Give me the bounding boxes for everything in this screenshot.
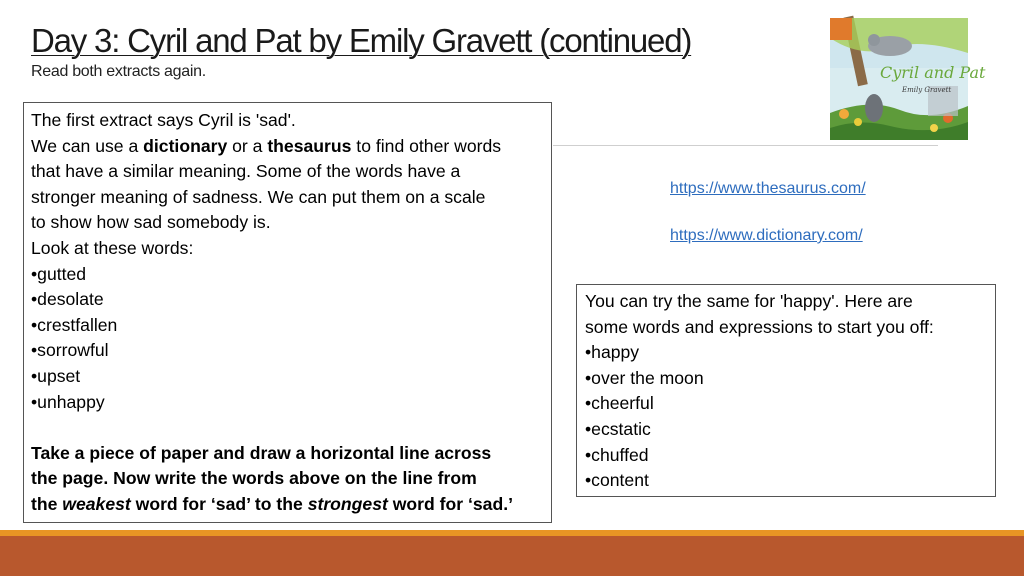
- thesaurus-link[interactable]: https://www.thesaurus.com/: [670, 180, 866, 197]
- task-instruction: Take a piece of paper and draw a horizontal line across: [31, 442, 492, 463]
- list-item: •gutted: [31, 263, 87, 284]
- explanation-line: stronger meaning of sadness. We can put them on a scale: [31, 186, 486, 207]
- divider-line: [553, 145, 938, 146]
- explanation-line: to show how sad somebody is.: [31, 212, 271, 233]
- dictionary-thesaurus-line: We can use a dictionary or a thesaurus to find other words: [31, 135, 502, 156]
- explanation-line: that have a similar meaning. Some of the words have a: [31, 161, 461, 182]
- list-item: •desolate: [31, 289, 104, 310]
- list-item: •unhappy: [31, 391, 105, 412]
- happy-words-panel: [576, 284, 996, 497]
- list-item: •chuffed: [585, 444, 649, 465]
- dictionary-link[interactable]: https://www.dictionary.com/: [670, 227, 863, 244]
- footer-band: [0, 536, 1024, 576]
- dictionary-word: dictionary: [143, 135, 228, 156]
- list-item: •content: [585, 470, 649, 491]
- task-instruction: the page. Now write the words above on the line from: [31, 468, 477, 489]
- page-subtitle: Read both extracts again.: [31, 63, 206, 80]
- cover-author-text: Emily Gravett: [902, 86, 952, 94]
- look-at-words-line: Look at these words:: [31, 237, 194, 258]
- intro-line: some words and expressions to start you off:: [585, 316, 934, 337]
- book-cover-image: [830, 18, 986, 140]
- task-instruction: the weakest word for ‘sad’ to the strongest word for ‘sad.’: [31, 493, 513, 514]
- spacer: [31, 415, 544, 441]
- intro-line: You can try the same for 'happy'. Here are: [585, 291, 913, 311]
- list-item: •happy: [585, 342, 640, 363]
- page-title: Day 3: Cyril and Pat by Emily Gravett (continued): [31, 22, 692, 59]
- cover-title-text: Cyril and Pat: [880, 63, 986, 82]
- intro-line: The first extract says Cyril is 'sad'.: [31, 110, 296, 130]
- list-item: •over the moon: [585, 367, 704, 388]
- strongest-word: strongest: [307, 493, 388, 514]
- list-item: •upset: [31, 365, 81, 386]
- list-item: •crestfallen: [31, 314, 118, 335]
- list-item: •cheerful: [585, 393, 654, 414]
- list-item: •ecstatic: [585, 418, 651, 439]
- list-item: •sorrowful: [31, 340, 109, 361]
- weakest-word: weakest: [62, 493, 131, 514]
- sad-words-panel: [23, 102, 552, 523]
- thesaurus-word: thesaurus: [267, 135, 352, 156]
